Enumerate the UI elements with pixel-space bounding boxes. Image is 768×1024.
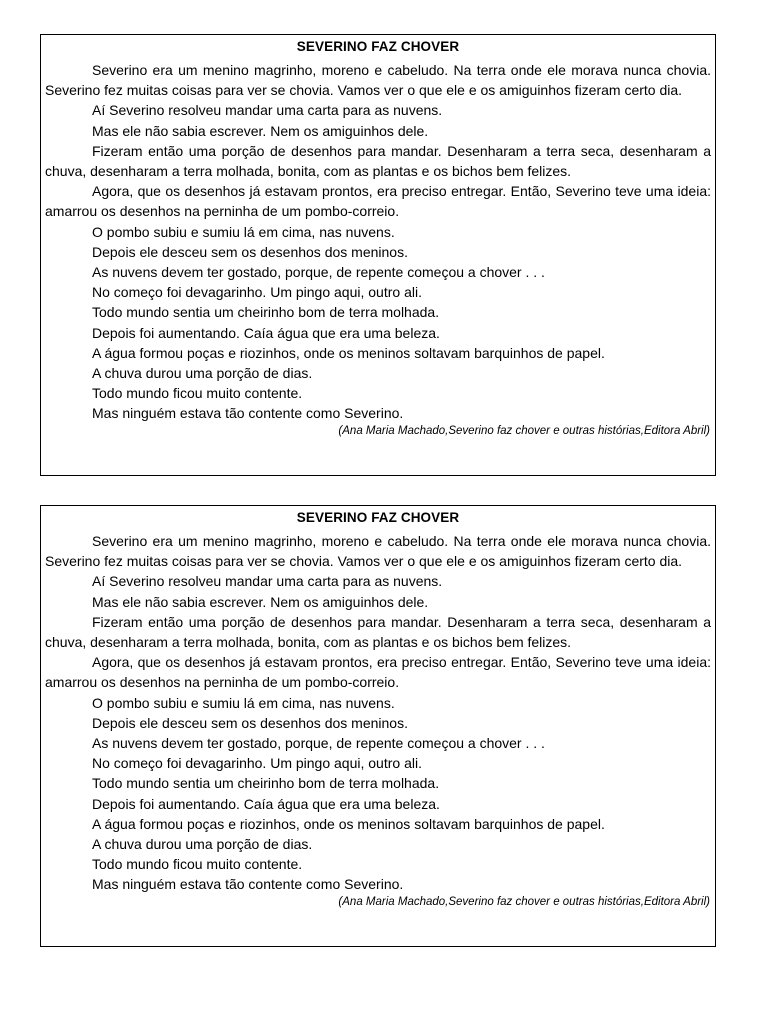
story-paragraph: Todo mundo ficou muito contente. xyxy=(92,385,303,402)
story-source: (Ana Maria Machado,Severino faz chover e outras histórias,Editora Abril) xyxy=(338,895,710,908)
story-paragraph: Depois foi aumentando. Caía água que era uma beleza. xyxy=(92,795,440,812)
story-card-top xyxy=(40,34,716,476)
story-paragraph: Mas ele não sabia escrever. Nem os amiguinhos dele. xyxy=(92,593,429,610)
story-paragraph: O pombo subiu e sumiu lá em cima, nas nuvens. xyxy=(92,223,395,240)
story-paragraph: A chuva durou uma porção de dias. xyxy=(92,365,313,382)
story-paragraph: No começo foi devagarinho. Um pingo aqui, outro ali. xyxy=(92,755,422,772)
story-paragraph: As nuvens devem ter gostado, porque, de repente começou a chover . . . xyxy=(92,735,545,752)
story-paragraph: O pombo subiu e sumiu lá em cima, nas nuvens. xyxy=(92,694,395,711)
story-title: SEVERINO FAZ CHOVER xyxy=(296,39,460,54)
story-paragraph: Fizeram então uma porção de desenhos para mandar. Desenharam a terra seca, desenharam a chuva, desenharam a terra molhada, bonita, com as plantas e os bichos bem felizes. xyxy=(45,142,711,180)
story-paragraph: Depois ele desceu sem os desenhos dos meninos. xyxy=(92,714,408,731)
story-text xyxy=(45,60,711,424)
story-title: SEVERINO FAZ CHOVER xyxy=(296,510,460,525)
story-paragraph: Mas ninguém estava tão contente como Severino. xyxy=(92,405,404,422)
story-paragraph: Severino era um menino magrinho, moreno e cabeludo. Na terra onde ele morava nunca chovia. Severino fez muitas coisas para ver se chovia. Vamos ver o que ele e os amiguinhos fizeram certo dia. xyxy=(45,533,711,570)
story-paragraph: As nuvens devem ter gostado, porque, de repente começou a chover . . . xyxy=(92,264,545,281)
story-paragraph: Mas ninguém estava tão contente como Severino. xyxy=(92,876,404,893)
story-paragraph: Fizeram então uma porção de desenhos para mandar. Desenharam a terra seca, desenharam a chuva, desenharam a terra molhada, bonita, com as plantas e os bichos bem felizes. xyxy=(45,613,711,651)
story-paragraph: Depois foi aumentando. Caía água que era uma beleza. xyxy=(92,324,440,341)
story-paragraph: No começo foi devagarinho. Um pingo aqui, outro ali. xyxy=(92,284,422,301)
story-paragraph: Agora, que os desenhos já estavam prontos, era preciso entregar. Então, Severino teve uma ideia: amarrou os desenhos na perninha de um pombo-correio. xyxy=(45,183,711,220)
story-card-bottom xyxy=(40,505,716,947)
story-paragraph: Mas ele não sabia escrever. Nem os amiguinhos dele. xyxy=(92,122,429,139)
story-paragraph: Severino era um menino magrinho, moreno e cabeludo. Na terra onde ele morava nunca chovia. Severino fez muitas coisas para ver se chovia. Vamos ver o que ele e os amiguinhos fizeram certo dia. xyxy=(45,62,711,99)
story-paragraph: Depois ele desceu sem os desenhos dos meninos. xyxy=(92,243,408,260)
story-paragraph: A água formou poças e riozinhos, onde os meninos soltavam barquinhos de papel. xyxy=(92,344,605,361)
story-paragraph: Aí Severino resolveu mandar uma carta para as nuvens. xyxy=(92,573,443,590)
story-paragraph: A chuva durou uma porção de dias. xyxy=(92,836,313,853)
story-paragraph: A água formou poças e riozinhos, onde os meninos soltavam barquinhos de papel. xyxy=(92,815,605,832)
story-paragraph: Todo mundo sentia um cheirinho bom de terra molhada. xyxy=(92,775,440,792)
story-paragraph: Aí Severino resolveu mandar uma carta para as nuvens. xyxy=(92,102,443,119)
story-source: (Ana Maria Machado,Severino faz chover e outras histórias,Editora Abril) xyxy=(338,424,710,437)
story-paragraph: Agora, que os desenhos já estavam prontos, era preciso entregar. Então, Severino teve uma ideia: amarrou os desenhos na perninha de um pombo-correio. xyxy=(45,654,711,691)
story-text xyxy=(45,531,711,895)
story-paragraph: Todo mundo ficou muito contente. xyxy=(92,856,303,873)
story-paragraph: Todo mundo sentia um cheirinho bom de terra molhada. xyxy=(92,304,440,321)
